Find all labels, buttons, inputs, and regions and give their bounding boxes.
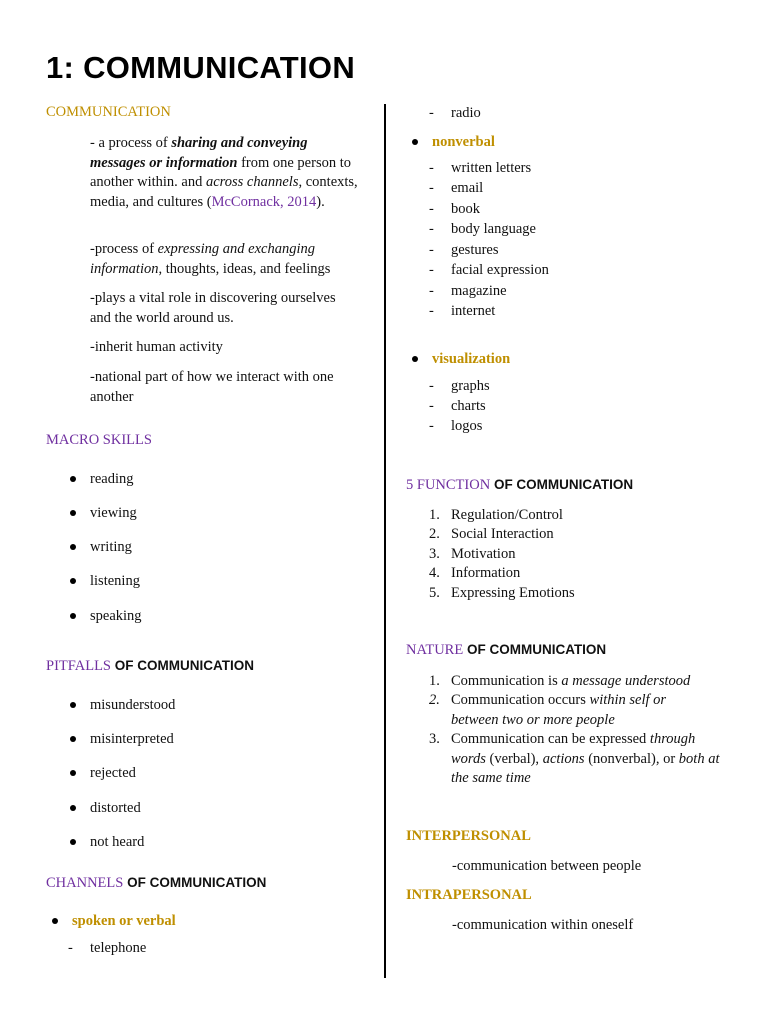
nature-item-3: 3. Communication can be expressed through words (verbal), actions (nonverbal), or both at the same time: [429, 731, 720, 786]
bullet-icon: [70, 839, 76, 845]
bullet-icon: [70, 544, 76, 550]
bullet-icon: [70, 702, 76, 708]
page-title: 1: COMMUNICATION: [46, 50, 356, 85]
bullet-icon: [70, 476, 76, 482]
bullet-icon: [412, 139, 418, 145]
citation-link: McCornack, 2014: [211, 193, 317, 210]
bullet-icon: [52, 918, 58, 924]
bullet-icon: [70, 613, 76, 619]
bullet-icon: [70, 736, 76, 742]
nature-item-2: 2. Communication occurs within self or between two or more people: [429, 692, 667, 728]
bullet-icon: [70, 578, 76, 584]
definition-4: -inherit human activity: [90, 339, 223, 355]
nature-item-1: 1. Communication is a message understood: [429, 673, 691, 689]
functions-heading: 5 FUNCTION OF COMMUNICATION: [406, 477, 634, 493]
bullet-icon: [70, 805, 76, 811]
communication-heading: COMMUNICATION: [46, 104, 171, 120]
definition-5: -national part of how we interact with one another: [90, 369, 334, 405]
definition-1: - a process of sharing and conveying messages or information from one person to another within. and across channels, contexts, media, and cultures (McCornack, 2014).: [90, 135, 358, 210]
nature-heading: NATURE OF COMMUNICATION: [406, 642, 607, 658]
interpersonal-heading: INTERPERSONAL: [406, 828, 531, 844]
bullet-icon: [70, 770, 76, 776]
channels-heading: CHANNELS OF COMMUNICATION: [46, 875, 267, 891]
intrapersonal-text: -communication within oneself: [452, 917, 634, 933]
column-divider: [384, 104, 386, 978]
intrapersonal-heading: INTRAPERSONAL: [406, 887, 532, 903]
interpersonal-text: -communication between people: [452, 858, 642, 874]
macro-skills-heading: MACRO SKILLS: [46, 432, 152, 448]
definition-3: -plays a vital role in discovering ourselves and the world around us.: [90, 290, 336, 326]
bullet-icon: [412, 356, 418, 362]
definition-2: -process of expressing and exchanging information, thoughts, ideas, and feelings: [90, 241, 331, 277]
pitfalls-heading: PITFALLS OF COMMUNICATION: [46, 658, 254, 674]
bullet-icon: [70, 510, 76, 516]
